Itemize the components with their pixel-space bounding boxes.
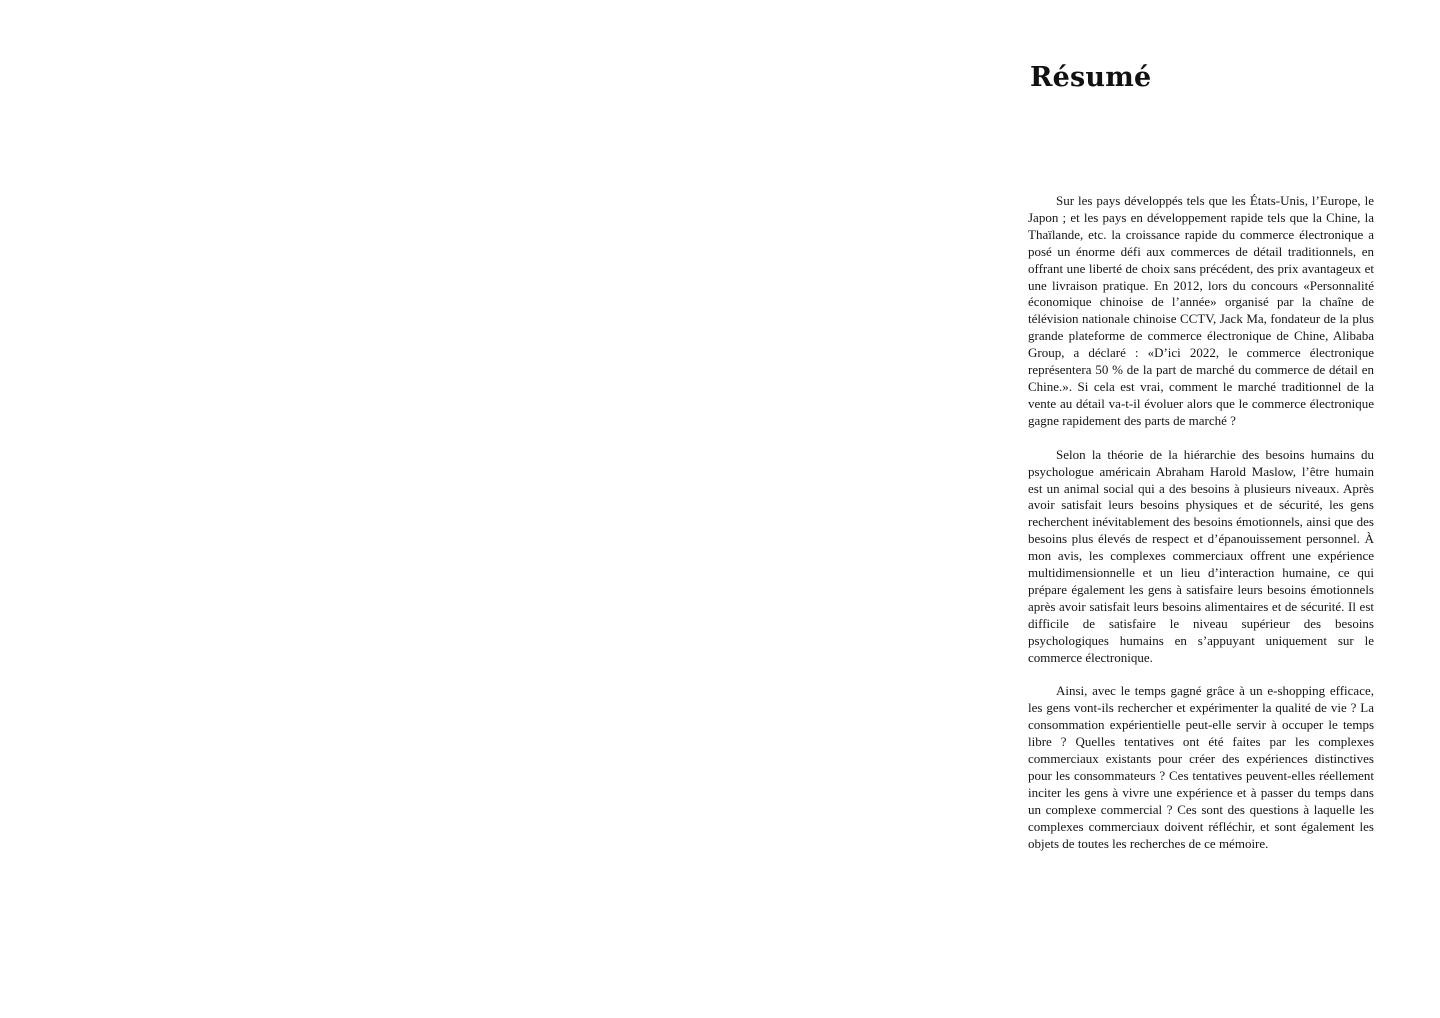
paragraph-research-questions: Ainsi, avec le temps gagné grâce à un e-shopping efficace, les gens vont-ils rechercher et expérimenter la qualité de vie ? La consommation expérientielle peut-elle servir à occuper le temps libre ? Quelles tentatives ont été faites par les complexes commerciaux existants pour créer des expériences distinctives pour les consommateurs ? Ces tentatives peuvent-elles réellement inciter les gens à vivre une expérience et à passer du temps dans un complexe commercial ? Ces sont des questions à laquelle les complexes commerciaux doivent réfléchir, et sont également les objets de toutes les recherches de ce mémoire. xyxy=(1028,683,1374,851)
right-page xyxy=(720,0,1440,1018)
paragraph-maslow-needs: Selon la théorie de la hiérarchie des besoins humains du psychologue américain Abraham Harold Maslow, l’être humain est un animal social qui a des besoins à plusieurs niveaux. Après avoir satisfait leurs besoins physiques et de sécurité, les gens recherchent inévitablement des besoins émotionnels, ainsi que des besoins plus élevés de respect et d’épanouissement personnel. À mon avis, les complexes commerciaux offrent une expérience multidimensionnelle et un lieu d’interaction humaine, ce qui prépare également les gens à satisfaire leurs besoins émotionnels après avoir satisfait leurs besoins alimentaires et de sécurité. Il est difficile de satisfaire le niveau supérieur des besoins psychologiques humains en s’appuyant uniquement sur le commerce électronique. xyxy=(1028,446,1374,665)
paragraph-ecommerce-context: Sur les pays développés tels que les États-Unis, l’Europe, le Japon ; et les pays en développement rapide tels que la Chine, la Thaïlande, etc. la croissance rapide du commerce électronique a posé un énorme défi aux commerces de détail traditionnels, en offrant une liberté de choix sans précédent, des prix avantageux et une livraison pratique. En 2012, lors du concours «Personnalité économique chinoise de l’année» organisé par la chaîne de télévision nationale chinoise CCTV, Jack Ma, fondateur de la plus grande plateforme de commerce électronique de Chine, Alibaba Group, a déclaré : «D’ici 2022, le commerce électronique représentera 50 % de la part de marché du commerce de détail en Chine.». Si cela est vrai, comment le marché traditionnel de la vente au détail va-t-il évoluer alors que le commerce électronique gagne rapidement des parts de marché ? xyxy=(1028,193,1374,428)
page-title: Résumé xyxy=(1030,62,1152,93)
summary-body xyxy=(1028,193,1374,870)
